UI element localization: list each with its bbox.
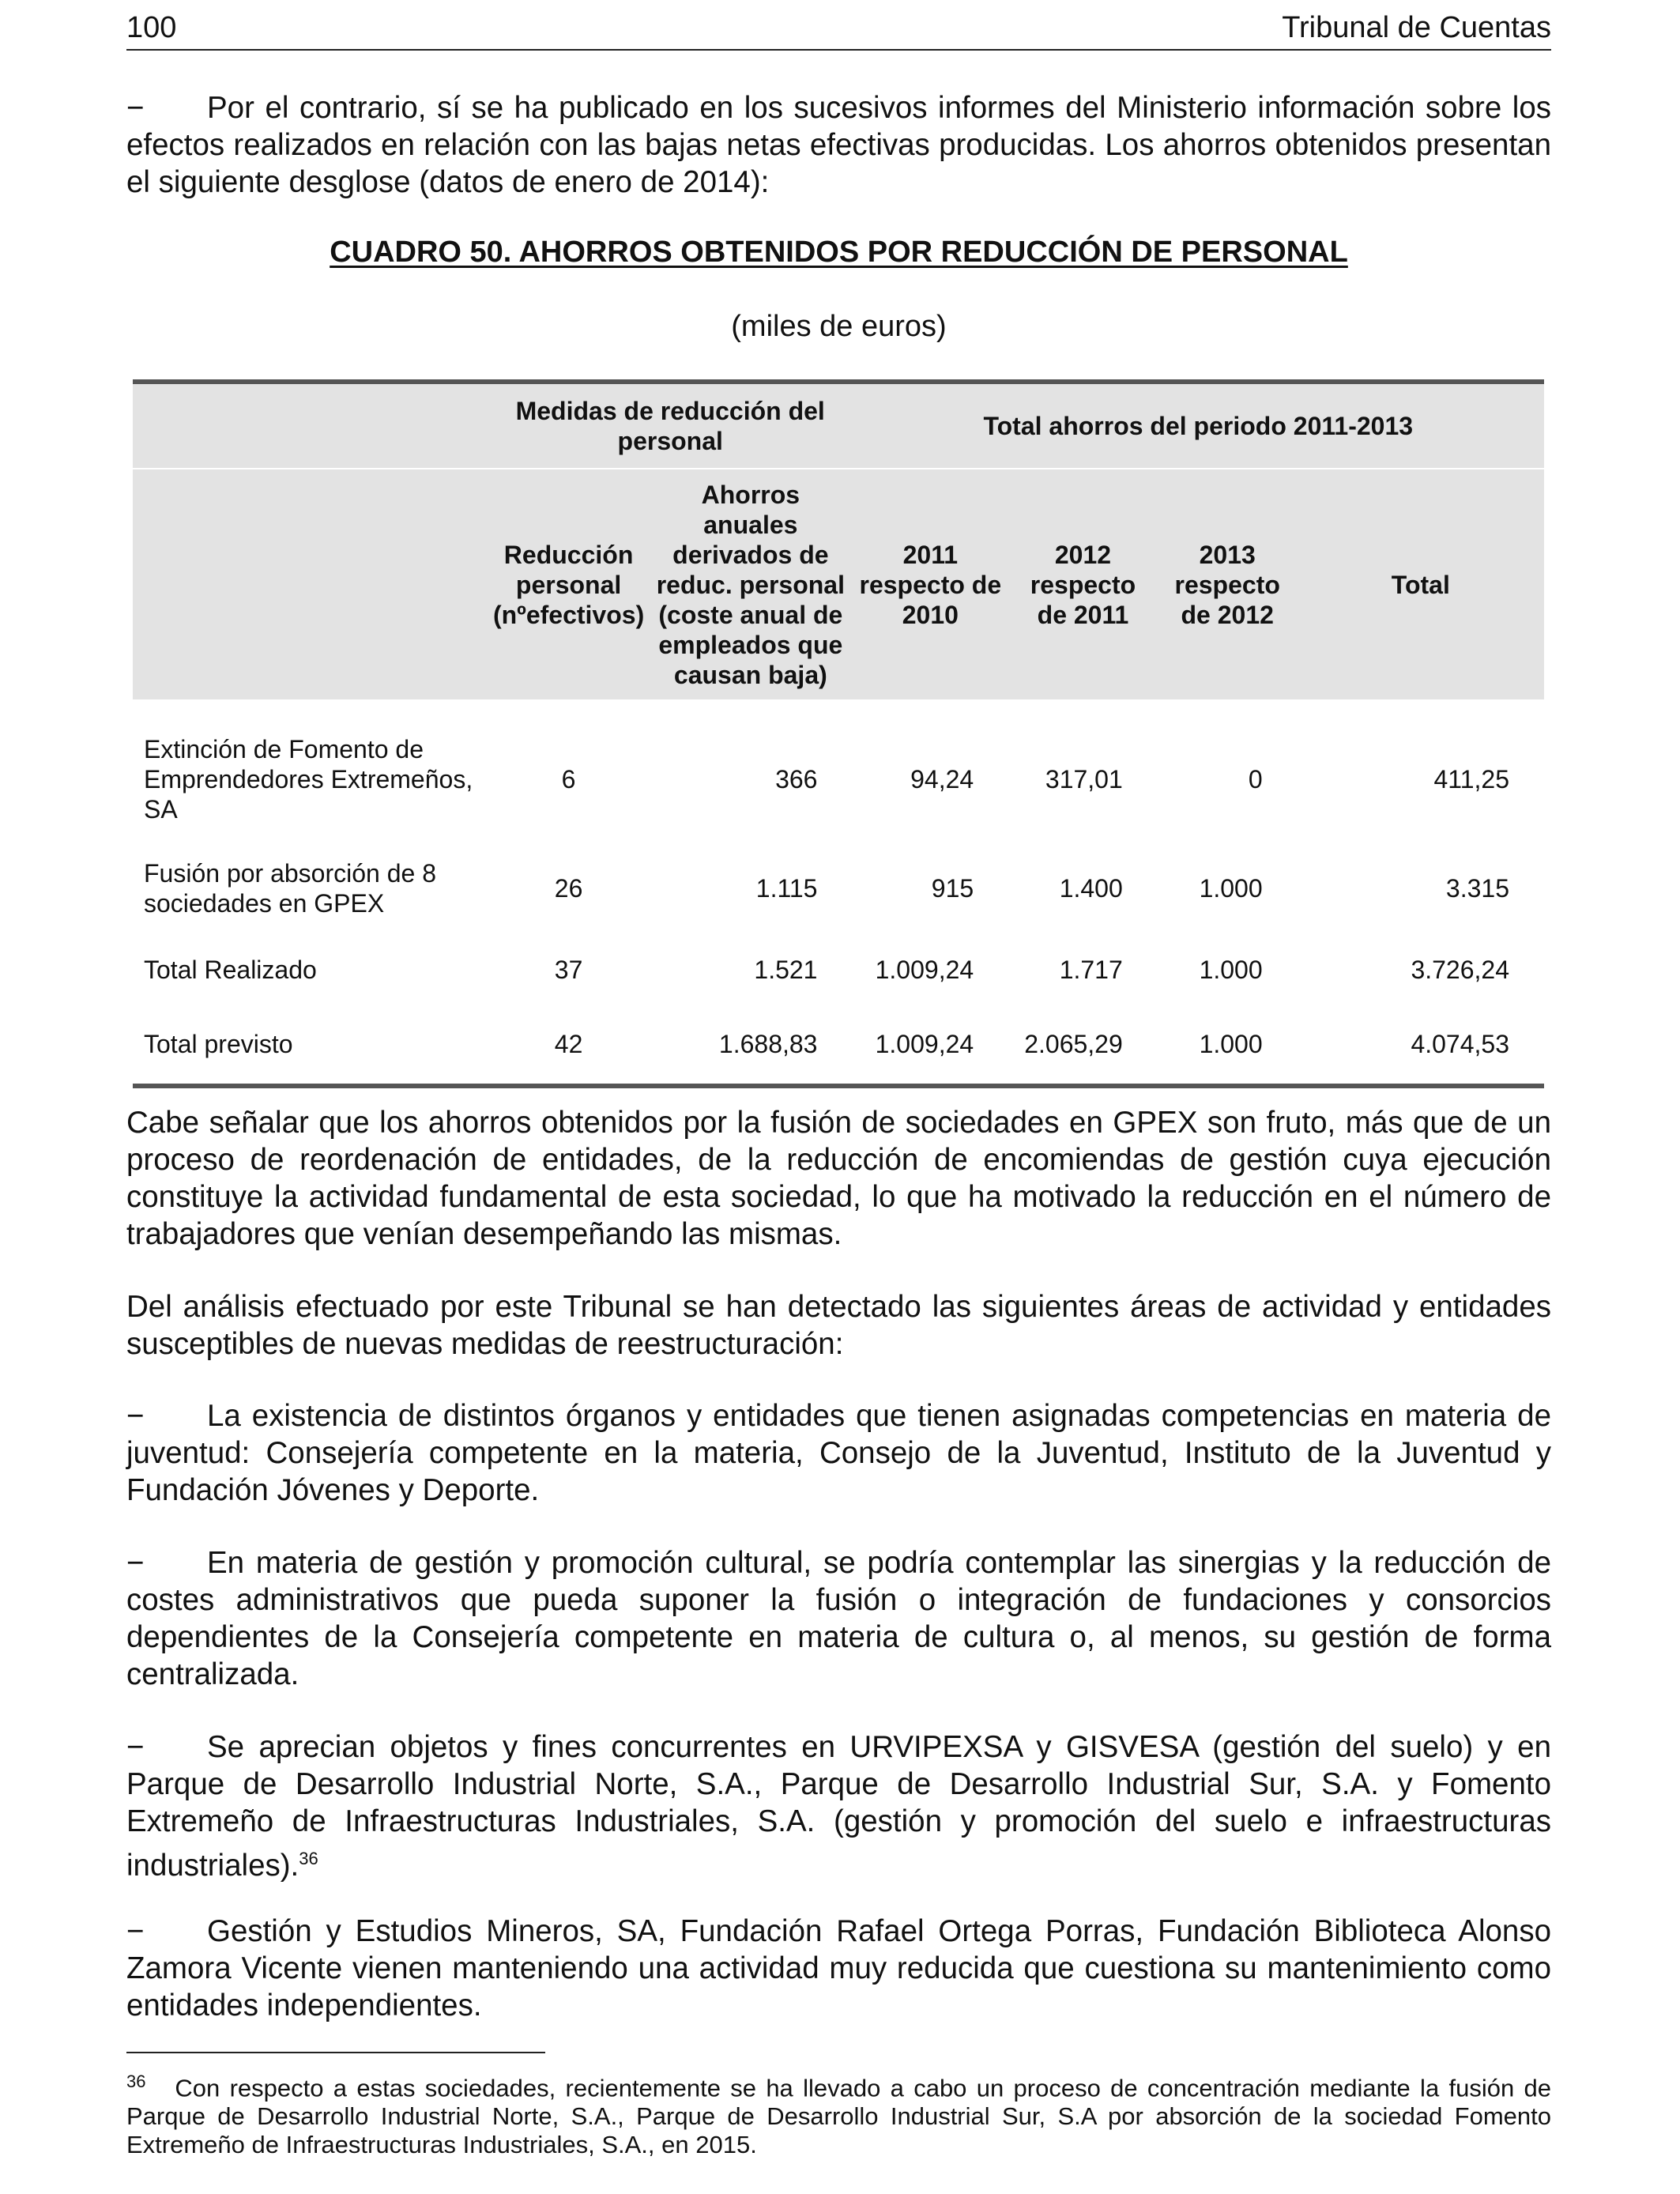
row-label: Total Realizado bbox=[144, 956, 317, 984]
bullet-cultura bbox=[126, 1544, 1551, 1693]
page-header bbox=[126, 9, 1551, 51]
header-medidas: Medidas de reducción del personal bbox=[488, 382, 853, 469]
bullet-text: Gestión y Estudios Mineros, SA, Fundación Rafael Ortega Porras, Fundación Biblioteca Alonso Zamora Vicente vienen manteniendo una actividad muy reducida que cuestiona su mantenimiento como entidades independientes. bbox=[126, 1914, 1551, 2022]
intro-paragraph bbox=[126, 89, 1551, 201]
row-label: Fusión por absorción de 8 sociedades en GPEX bbox=[144, 859, 436, 918]
table-header-row-1 bbox=[133, 382, 1544, 469]
cell-2011: 1.009,24 bbox=[875, 956, 974, 984]
dash-marker: − bbox=[126, 1730, 145, 1764]
cell-2013: 0 bbox=[1248, 765, 1263, 794]
bullet-suelo bbox=[126, 1728, 1551, 1884]
bullet-juventud bbox=[126, 1397, 1551, 1509]
col-2012: 2012 respecto de 2011 bbox=[1008, 469, 1158, 699]
cell-reduccion: 26 bbox=[554, 874, 583, 903]
row-label: Total previsto bbox=[144, 1030, 293, 1058]
cell-2013: 1.000 bbox=[1199, 874, 1263, 903]
cell-2011: 1.009,24 bbox=[875, 1030, 974, 1058]
cell-2012: 1.717 bbox=[1059, 956, 1123, 984]
cell-total: 3.315 bbox=[1445, 874, 1509, 903]
header-empty bbox=[133, 382, 488, 469]
cell-2012: 317,01 bbox=[1045, 765, 1123, 794]
cell-2011: 915 bbox=[931, 874, 974, 903]
footnote-text: Con respecto a estas sociedades, recientemente se ha llevado a cabo un proceso de concentración mediante la fusión de Parque de Desarrollo Industrial Norte, S.A., Parque de Desarrollo Industrial Sur, S.A por absorción de la sociedad Fomento Extremeño de Infraestructuras Industriales, S.A., en 2015. bbox=[126, 2074, 1552, 2159]
table-caption-text: CUADRO 50. AHORROS OBTENIDOS POR REDUCCIÓN DE PERSONAL bbox=[330, 236, 1348, 269]
cell-total: 411,25 bbox=[1433, 765, 1509, 794]
page-number: 100 bbox=[126, 11, 177, 44]
table-row bbox=[133, 935, 1544, 1005]
table-row bbox=[133, 1005, 1544, 1086]
cell-2012: 2.065,29 bbox=[1024, 1030, 1123, 1058]
col-total: Total bbox=[1298, 469, 1544, 699]
dash-marker: − bbox=[126, 1399, 145, 1433]
bullet-text: Se aprecian objetos y fines concurrentes en URVIPEXSA y GISVESA (gestión del suelo) y en Parque de Desarrollo Industrial Norte, S.A., Parque de Desarrollo Industrial Sur, S.A. y Fomento Extremeño de Infraestructuras Industriales, S.A. (gestión y promoción del suelo e infraestructuras industriales). bbox=[126, 1730, 1551, 1883]
cell-reduccion: 6 bbox=[561, 765, 576, 794]
table-row bbox=[133, 842, 1544, 935]
header-total-ahorros: Total ahorros del periodo 2011-2013 bbox=[852, 382, 1544, 469]
dash-marker: − bbox=[126, 1546, 145, 1580]
bullet-mineros bbox=[126, 1913, 1551, 2024]
cell-total: 3.726,24 bbox=[1411, 956, 1509, 984]
cell-2011: 94,24 bbox=[910, 765, 974, 794]
cell-ahorros: 366 bbox=[775, 765, 818, 794]
dash-marker: − bbox=[126, 1914, 145, 1948]
cell-2013: 1.000 bbox=[1199, 956, 1263, 984]
cell-ahorros: 1.688,83 bbox=[718, 1030, 818, 1058]
col-reduccion: Reducción personal (nºefectivos) bbox=[488, 469, 649, 699]
cell-2012: 1.400 bbox=[1059, 874, 1123, 903]
footnote-number: 36 bbox=[126, 2071, 146, 2091]
body-paragraph-2: Del análisis efectuado por este Tribunal se han detectado las siguientes áreas de actividad y entidades susceptibles de nuevas medidas de reestructuración: bbox=[126, 1290, 1551, 1361]
cell-reduccion: 37 bbox=[554, 956, 583, 984]
cell-total: 4.074,53 bbox=[1411, 1030, 1509, 1058]
savings-table bbox=[133, 379, 1544, 1088]
table-units: (miles de euros) bbox=[731, 310, 947, 343]
header-empty-2 bbox=[133, 469, 488, 699]
table-header-row-2 bbox=[133, 469, 1544, 699]
footnote-divider bbox=[126, 2052, 545, 2053]
bullet-text: En materia de gestión y promoción cultural, se podría contemplar las sinergias y la reducción de costes administrativos que pueda suponer la fusión o integración de fundaciones y consorcios dependientes de la Consejería competente en materia de cultura o, al menos, su gestión de forma centralizada. bbox=[126, 1546, 1551, 1691]
table-row bbox=[133, 699, 1544, 842]
bullet-text: La existencia de distintos órganos y entidades que tienen asignadas competencias en materia de juventud: Consejería competente en la materia, Consejo de la Juventud, Instituto de la Juventud y Fundación Jóvenes y Deporte. bbox=[126, 1399, 1551, 1507]
cell-reduccion: 42 bbox=[554, 1030, 583, 1058]
col-2011: 2011 respecto de 2010 bbox=[852, 469, 1008, 699]
header-title: Tribunal de Cuentas bbox=[1282, 11, 1551, 44]
table-caption bbox=[126, 234, 1551, 270]
col-2013: 2013 respecto de 2012 bbox=[1158, 469, 1298, 699]
intro-text: Por el contrario, sí se ha publicado en los sucesivos informes del Ministerio información sobre los efectos realizados en relación con las bajas netas efectivas producidas. Los ahorros obtenidos presentan el siguiente desglose (datos de enero de 2014): bbox=[126, 91, 1551, 199]
cell-ahorros: 1.115 bbox=[755, 874, 818, 903]
col-ahorros-anuales: Ahorros anuales derivados de reduc. personal (coste anual de empleados que causan baja) bbox=[649, 469, 852, 699]
cell-ahorros: 1.521 bbox=[754, 956, 818, 984]
dash-marker: − bbox=[126, 91, 145, 125]
body-paragraph-1: Cabe señalar que los ahorros obtenidos por la fusión de sociedades en GPEX son fruto, más que de un proceso de reordenación de entidades, de la reducción de encomiendas de gestión cuya ejecución constituye la actividad fundamental de esta sociedad, lo que ha motivado la reducción en el número de trabajadores que venían desempeñando las mismas. bbox=[126, 1106, 1551, 1251]
footnote-ref[interactable]: 36 bbox=[299, 1849, 318, 1868]
cell-2013: 1.000 bbox=[1199, 1030, 1263, 1058]
footnote bbox=[126, 2068, 1551, 2159]
row-label: Extinción de Fomento de Emprendedores Extremeños, SA bbox=[144, 735, 473, 824]
